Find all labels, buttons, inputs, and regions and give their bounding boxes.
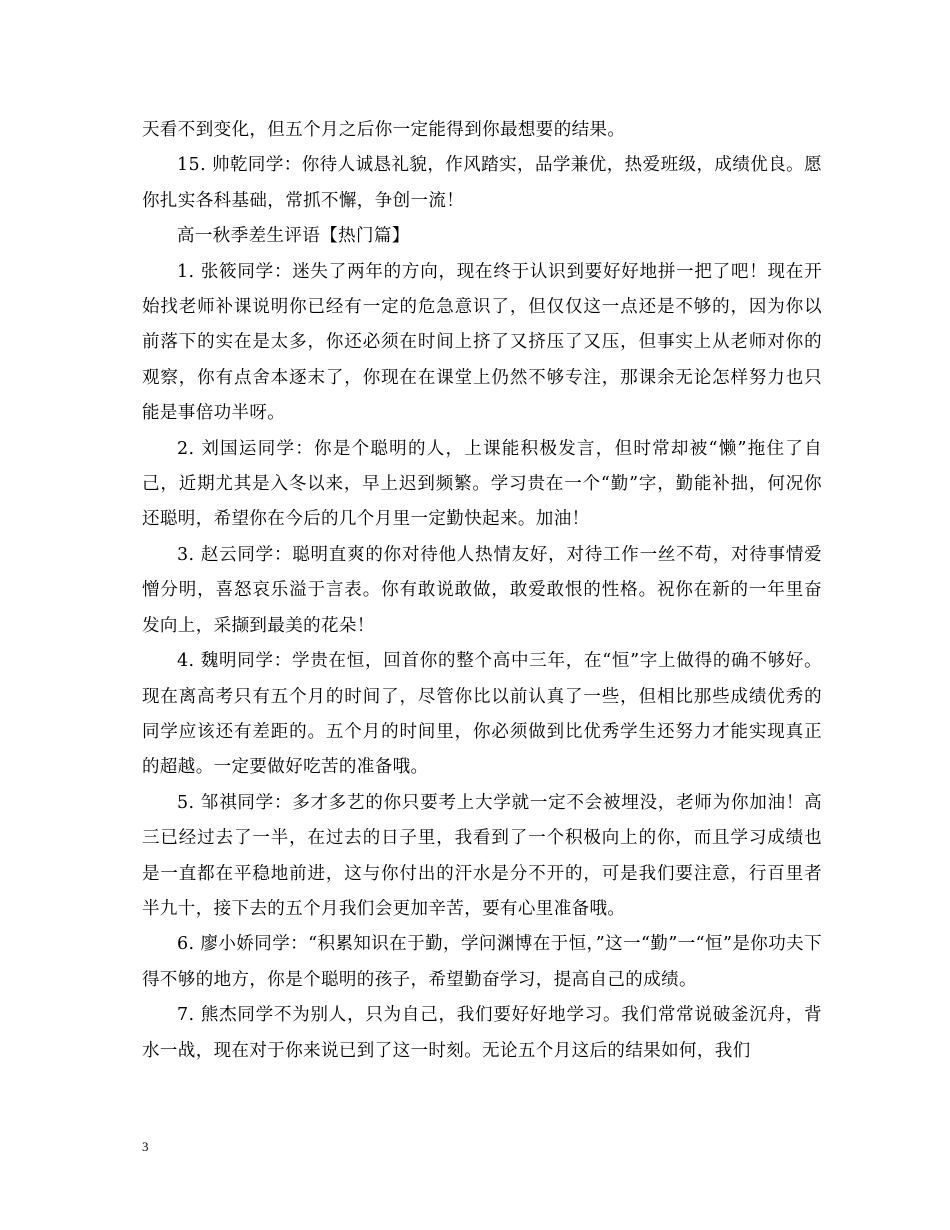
paragraph-comment-15: 15. 帅乾同学：你待人诚恳礼貌，作风踏实，品学兼优，热爱班级，成绩优良。愿你扎实各科基础，常抓不懈，争创一流！ (142, 155, 822, 211)
document-body (142, 113, 822, 1069)
paragraph-comment-5: 5. 邹祺同学：多才多艺的你只要考上大学就一定不会被埋没，老师为你加油！高三已经过去了一半，在过去的日子里，我看到了一个积极向上的你，而且学习成绩也是一直都在平稳地前进，这与你付出的汗水是分不开的，可是我们要注意，行百里者半九十，接下去的五个月我们会更加辛苦，要有心里准备哦。 (142, 792, 822, 919)
paragraph-comment-4: 4. 魏明同学：学贵在恒，回首你的整个高中三年，在“恒”字上做得的确不够好。现在离高考只有五个月的时间了，尽管你比以前认真了一些，但相比那些成绩优秀的同学应该还有差距的。五个月的时间里，你必须做到比优秀学生还努力才能实现真正的超越。一定要做好吃苦的准备哦。 (142, 651, 822, 778)
paragraph-comment-7: 7. 熊杰同学不为别人，只为自己，我们要好好地学习。我们常常说破釜沉舟，背水一战，现在对于你来说已到了这一时刻。无论五个月这后的结果如何，我们 (142, 1005, 822, 1061)
section-heading: 高一秋季差生评语【热门篇】 (177, 226, 410, 247)
paragraph-comment-3: 3. 赵云同学：聪明直爽的你对待他人热情友好，对待工作一丝不苟，对待事情爱憎分明，喜怒哀乐溢于言表。你有敢说敢做，敢爱敢恨的性格。祝你在新的一年里奋发向上，采撷到最美的花朵！ (142, 544, 822, 636)
paragraph-comment-2: 2. 刘国运同学：你是个聪明的人，上课能积极发言，但时常却被“懒”拖住了自己，近期尤其是入冬以来，早上迟到频繁。学习贵在一个“勤”字，勤能补拙，何况你还聪明，希望你在今后的几个月里一定勤快起来。加油！ (142, 438, 822, 530)
paragraph-comment-6: 6. 廖小娇同学：“积累知识在于勤，学问渊博在于恒，”这一“勤”一“恒”是你功夫下得不够的地方，你是个聪明的孩子，希望勤奋学习，提高自己的成绩。 (142, 934, 822, 990)
page-number: 3 (142, 1139, 149, 1154)
paragraph-comment-1: 1. 张筱同学：迷失了两年的方向，现在终于认识到要好好地拼一把了吧！现在开始找老师补课说明你已经有一定的危急意识了，但仅仅这一点还是不够的，因为你以前落下的实在是太多，你还必须在时间上挤了又挤压了又压，但事实上从老师对你的观察，你有点舍本逐末了，你现在在课堂上仍然不够专注，那课余无论怎样努力也只能是事倍功半呀。 (142, 261, 822, 424)
paragraph-continuation: 天看不到变化，但五个月之后你一定能得到你最想要的结果。 (142, 120, 626, 140)
